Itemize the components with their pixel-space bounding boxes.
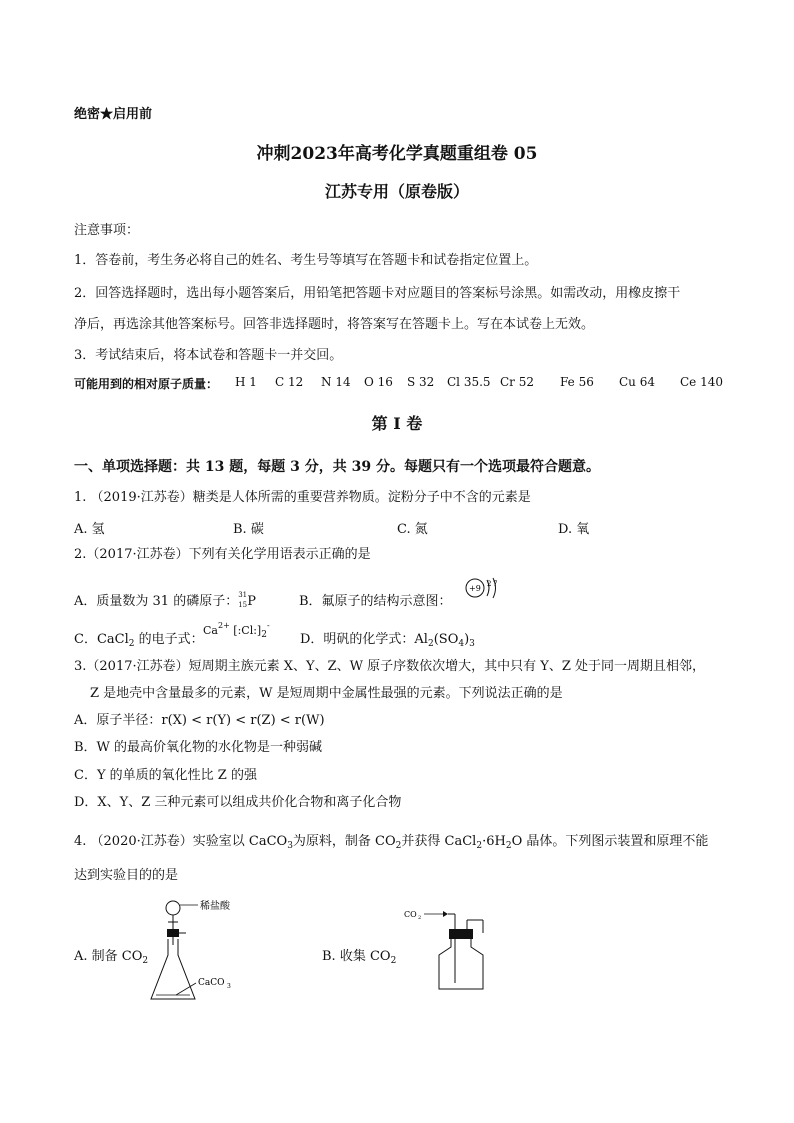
q4-option-a: [74, 945, 148, 966]
question-4-stem-line2: 达到实验目的的是: [74, 868, 179, 883]
q4-option-a-label: A. 制备 CO: [74, 949, 143, 964]
q2-option-d-text: D．明矾的化学式：Al: [300, 632, 428, 647]
q2-option-d: [300, 628, 475, 649]
gas-bottle: [439, 939, 483, 989]
q1-option-d: D. 氧: [558, 522, 590, 537]
exam-title: 冲刺2023年高考化学真题重组卷 05: [256, 144, 538, 164]
isotope-element: P: [247, 593, 256, 609]
question-3-stem-line1: 3.（2017·江苏卷）短周期主族元素 X、Y、Z、W 原子序数依次增大，其中只有 Y、Z 处于同一周期且相邻，: [74, 659, 705, 674]
q4-text: O 晶体。下列图示装置和原理不能: [511, 834, 709, 849]
subscript: 4: [458, 639, 465, 649]
notes-heading: 注意事项：: [74, 223, 140, 238]
gas-label: CO: [404, 910, 417, 919]
q4-text: ·6H: [482, 834, 506, 849]
conical-flask: [151, 939, 195, 999]
note-item: 2．回答选择题时，选出每小题答案后，用铅笔把答题卡对应题目的答案标号涂黑。如需改动，用橡皮擦干: [74, 286, 681, 301]
isotope-mass-number: 31: [238, 590, 248, 599]
atomic-mass: Fe 56: [560, 375, 594, 389]
atomic-mass: Cl 35.5: [447, 375, 491, 389]
subscript: 2: [427, 639, 434, 649]
note-item: 1．答卷前，考生务必将自己的姓名、考生号等填写在答题卡和试卷指定位置上。: [74, 253, 538, 268]
note-item: 3．考试结束后，将本试卷和答题卡一并交回。: [74, 348, 343, 363]
isotope-atomic-number: 15: [238, 600, 248, 609]
question-1-stem: 1. （2019·江苏卷）糖类是人体所需的重要营养物质。淀粉分子中不含的元素是: [74, 490, 531, 505]
acid-label: 稀盐酸: [200, 901, 230, 912]
q4-text: 4. （2020·江苏卷）实验室以 CaCO: [74, 834, 288, 849]
q2-option-b: B．氟原子的结构示意图：: [299, 594, 452, 609]
atomic-mass: C 12: [275, 375, 304, 389]
q4-text: 为原料，制备 CO: [292, 834, 396, 849]
nucleus-charge: +9: [469, 584, 481, 593]
fluorine-atom-diagram: [460, 573, 508, 607]
subscript: 2: [505, 841, 512, 851]
volume-heading: 第 I 卷: [371, 414, 423, 433]
formula-part: (SO: [433, 632, 459, 647]
anion-dot-structure: [:Cl:]: [233, 624, 262, 637]
atomic-mass: H 1: [235, 375, 257, 389]
subscript: 3: [469, 639, 475, 649]
solid-label-subscript: 3: [227, 983, 231, 990]
q2-option-c-text: C．CaCl: [74, 632, 129, 647]
funnel-bulb: [166, 901, 180, 915]
subscript: 2: [476, 841, 483, 851]
formula-part: ): [464, 632, 470, 647]
q1-option-c: C. 氮: [397, 522, 428, 537]
q3-option-c: C．Y 的单质的氧化性比 Z 的强: [74, 768, 257, 783]
secret-label: 绝密★启用前: [74, 107, 153, 122]
q4-text: 并获得 CaCl: [401, 834, 477, 849]
subscript: 2: [128, 639, 135, 649]
subscript: 2: [395, 841, 402, 851]
subscript: 2: [390, 956, 397, 966]
gas-label-subscript: 2: [418, 915, 422, 921]
gas-bottle-diagram: [403, 903, 503, 995]
solid-label: CaCO: [198, 978, 225, 988]
question-4-stem-line1: [74, 830, 708, 851]
q4-option-b-label: B. 收集 CO: [322, 949, 391, 964]
atomic-mass-label: 可能用到的相对原子质量：: [74, 377, 219, 391]
q4-option-b: [322, 945, 396, 966]
cation-symbol: Ca: [203, 624, 218, 637]
q2-option-c: [74, 628, 204, 649]
isotope-symbol: [238, 590, 260, 610]
q2-option-c-text2: 的电子式：: [134, 632, 204, 647]
subscript: 2: [142, 956, 149, 966]
q2-option-a: [74, 590, 260, 610]
atomic-mass: Cr 52: [500, 375, 535, 389]
question-3-stem-line2: Z 是地壳中含量最多的元素，W 是短周期中金属性最强的元素。下列说法正确的是: [90, 686, 563, 701]
cation-charge: 2+: [217, 621, 230, 630]
q3-option-d: D．X、Y、Z 三种元素可以组成共价化合物和离子化合物: [74, 795, 402, 810]
q2-option-a-text: A．质量数为 31 的磷原子：: [74, 594, 239, 609]
atomic-mass: S 32: [407, 375, 435, 389]
exam-subtitle: 江苏专用（原卷版）: [324, 182, 469, 201]
shell-2-electrons: 7: [493, 580, 498, 588]
bottle-stopper: [449, 929, 473, 939]
atomic-mass: N 14: [321, 375, 351, 389]
q1-option-b: B. 碳: [233, 522, 264, 537]
anion-subscript: 2: [261, 630, 267, 640]
q3-option-a: A．原子半径：r(X) < r(Y) < r(Z) < r(W): [74, 713, 325, 728]
question-2-stem: 2.（2017·江苏卷）下列有关化学用语表示正确的是: [74, 547, 371, 562]
shell-1-electrons: 2: [487, 580, 492, 588]
atomic-mass: Cu 64: [619, 375, 655, 389]
atomic-mass: Ce 140: [680, 375, 724, 389]
flask-apparatus-diagram: [146, 895, 246, 1007]
arrow-head: [443, 911, 448, 917]
atomic-mass: O 16: [364, 375, 393, 389]
note-item: 净后，再选涂其他答案标号。回答非选择题时，将答案写在答题卡上。写在本试卷上无效。: [74, 317, 595, 332]
part-heading: 一、单项选择题：共 13 题，每题 3 分，共 39 分。每题只有一个选项最符合题意。: [74, 459, 600, 475]
electron-formula: [203, 621, 270, 640]
anion-charge: -: [266, 621, 270, 630]
q1-option-a: A. 氢: [74, 522, 105, 537]
subscript: 3: [287, 841, 293, 851]
stopper: [167, 929, 179, 937]
q3-option-b: B．W 的最高价氧化物的水化物是一种弱碱: [74, 740, 323, 755]
